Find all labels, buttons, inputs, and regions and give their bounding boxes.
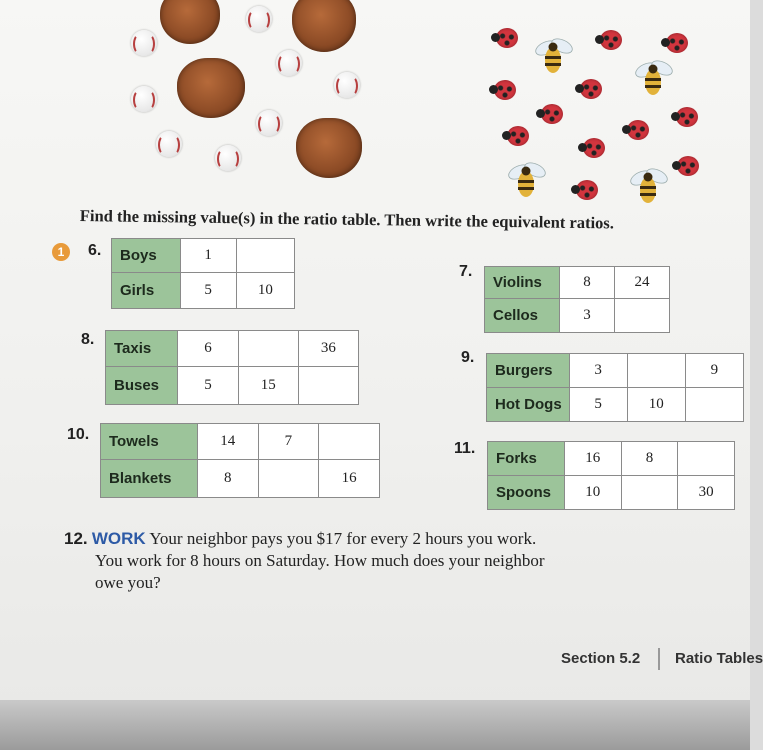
- table-cell: 10: [564, 476, 621, 510]
- ratio-table-8: [105, 330, 359, 405]
- row-label: Taxis: [106, 331, 178, 367]
- ratio-table-6: [111, 238, 295, 309]
- ladybug-icon: [576, 180, 598, 200]
- row-label: Spoons: [488, 476, 565, 510]
- table-cell[interactable]: [236, 239, 294, 273]
- problem-number-11: 11.: [454, 440, 476, 457]
- ladybug-icon: [494, 80, 516, 100]
- table-cell[interactable]: [627, 354, 685, 388]
- baseball-icon: [156, 131, 182, 157]
- bee-icon: [503, 160, 549, 200]
- row-label: Forks: [488, 442, 565, 476]
- table-cell[interactable]: [621, 476, 678, 510]
- table-cell: 36: [298, 331, 358, 367]
- table-cell: 5: [178, 367, 238, 405]
- baseball-icon: [131, 86, 157, 112]
- table-cell: 8: [560, 267, 615, 299]
- ladybug-icon: [666, 33, 688, 53]
- baseball-glove-icon: [296, 118, 362, 178]
- table-cell[interactable]: [678, 442, 735, 476]
- table-cell: 9: [685, 354, 743, 388]
- problem-12-line-1: [64, 528, 545, 550]
- ratio-table-9: [486, 353, 744, 422]
- problem-number-8: 8.: [81, 331, 95, 348]
- problem-number-6: 6.: [88, 242, 102, 259]
- baseball-icon: [256, 110, 282, 136]
- table-cell: 10: [236, 273, 294, 309]
- problem-number-7: 7.: [459, 263, 473, 280]
- row-label: Burgers: [487, 354, 570, 388]
- row-label: Cellos: [485, 299, 560, 333]
- baseball-glove-icon: [177, 58, 245, 118]
- table-cell: 5: [569, 388, 627, 422]
- baseball-icon: [131, 30, 157, 56]
- row-label: Girls: [112, 273, 181, 309]
- ladybug-icon: [541, 104, 563, 124]
- row-label: Violins: [485, 267, 560, 299]
- table-cell[interactable]: [685, 388, 743, 422]
- table-cell[interactable]: [238, 331, 298, 367]
- problem-12-text-1: Your neighbor pays you $17 for every 2 hours you work.: [149, 529, 537, 548]
- table-cell: 16: [319, 460, 380, 498]
- table-cell: 6: [178, 331, 238, 367]
- problem-number-10: 10.: [67, 426, 90, 443]
- table-cell: 16: [564, 442, 621, 476]
- table-cell[interactable]: [319, 424, 380, 460]
- problem-number-9: 9.: [461, 349, 475, 366]
- table-cell[interactable]: [258, 460, 319, 498]
- table-cell: 24: [615, 267, 670, 299]
- table-cell[interactable]: [615, 299, 670, 333]
- ladybug-icon: [507, 126, 529, 146]
- ladybug-icon: [580, 79, 602, 99]
- table-cell: 7: [258, 424, 319, 460]
- table-cell: 3: [560, 299, 615, 333]
- exercise-badge: 1: [52, 243, 70, 261]
- ratio-table-11: [487, 441, 735, 510]
- row-label: Buses: [106, 367, 178, 405]
- ladybug-icon: [600, 30, 622, 50]
- ratio-table-7: [484, 266, 670, 333]
- ladybug-icon: [676, 107, 698, 127]
- table-cell: 5: [180, 273, 236, 309]
- ladybug-icon: [677, 156, 699, 176]
- work-tag: WORK: [91, 529, 146, 548]
- page-shadow: [0, 700, 750, 750]
- table-cell[interactable]: [298, 367, 358, 405]
- baseball-icon: [276, 50, 302, 76]
- table-cell: 30: [678, 476, 735, 510]
- ratio-table-10: [100, 423, 380, 498]
- row-label: Hot Dogs: [487, 388, 570, 422]
- problem-number-12: 12.: [64, 529, 88, 548]
- footer-section-title: Ratio Tables: [675, 650, 763, 667]
- table-cell: 8: [621, 442, 678, 476]
- problem-12-text-2: You work for 8 hours on Saturday. How much does your neighbor: [95, 551, 545, 570]
- table-cell: 14: [197, 424, 258, 460]
- baseball-icon: [215, 145, 241, 171]
- instruction-text: Find the missing value(s) in the ratio table. Then write the equivalent ratios.: [79, 206, 615, 233]
- bee-icon: [625, 166, 671, 206]
- row-label: Towels: [101, 424, 198, 460]
- footer-section-number: Section 5.2: [561, 650, 641, 667]
- baseball-icon: [334, 72, 360, 98]
- bee-icon: [530, 36, 576, 76]
- table-cell: 10: [627, 388, 685, 422]
- row-label: Blankets: [101, 460, 198, 498]
- ladybug-icon: [496, 28, 518, 48]
- row-label: Boys: [112, 239, 181, 273]
- table-cell: 3: [569, 354, 627, 388]
- ladybug-icon: [627, 120, 649, 140]
- footer-divider: [658, 648, 660, 670]
- ladybug-icon: [583, 138, 605, 158]
- table-cell: 1: [180, 239, 236, 273]
- table-cell: 8: [197, 460, 258, 498]
- problem-12-text-3: owe you?: [95, 573, 161, 592]
- baseball-icon: [246, 6, 272, 32]
- bee-icon: [630, 58, 676, 98]
- table-cell: 15: [238, 367, 298, 405]
- word-problem-12: [64, 528, 545, 594]
